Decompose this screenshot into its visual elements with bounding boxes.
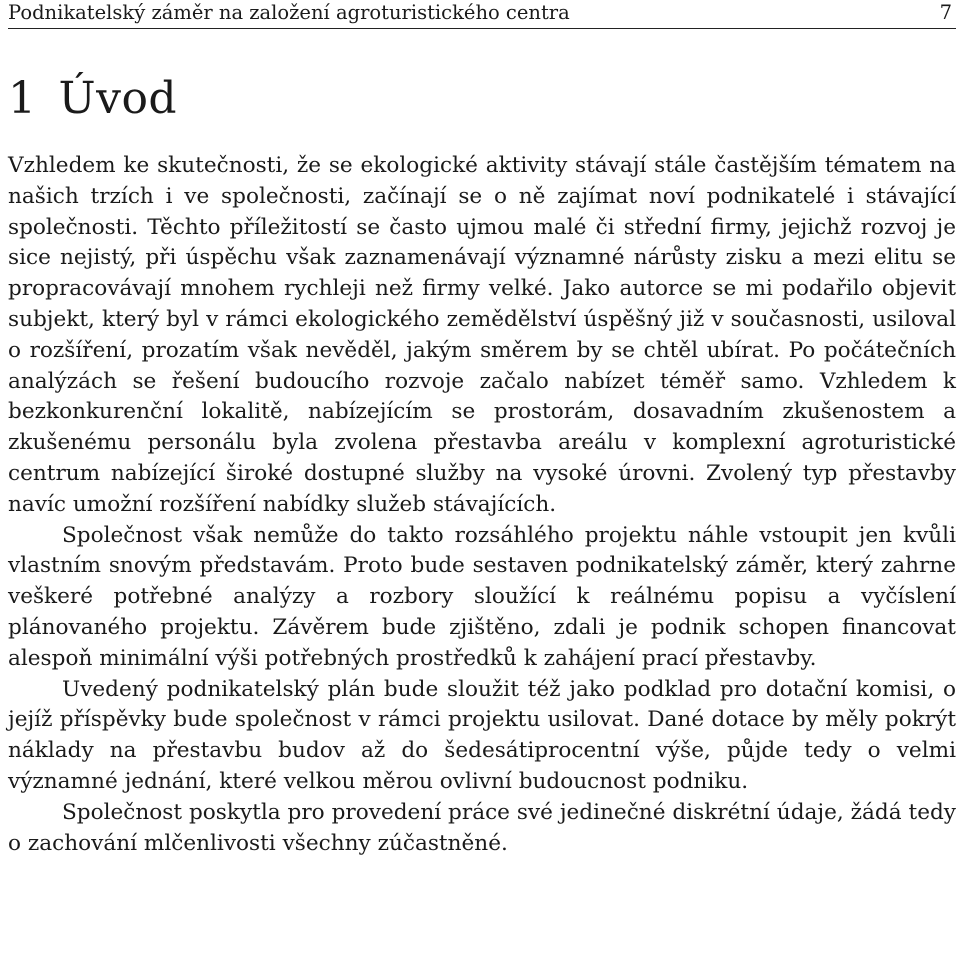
chapter-title: Úvod	[58, 73, 178, 124]
body-text	[8, 151, 956, 859]
page-number: 7	[939, 1, 952, 24]
paragraph: Společnost však nemůže do takto rozsáhlého projektu náhle vstoupit jen kvůli vlastním snovým představám. Proto bude sestaven podnikatelský záměr, který zahrne veškeré potřebné analýzy a rozbory sloužící k reálnému popisu a vyčíslení plánovaného projektu. Závěrem bude zjištěno, zdali je podnik schopen financovat alespoň minimální výši potřebných prostředků k zahájení prací přestavby.	[8, 522, 956, 671]
document-page	[8, 0, 956, 859]
chapter-heading	[8, 73, 956, 125]
running-title: Podnikatelský záměr na založení agroturistického centra	[8, 1, 570, 24]
paragraph: Společnost poskytla pro provedení práce své jedinečné diskrétní údaje, žádá tedy o zachování mlčenlivosti všechny zúčastněné.	[8, 799, 956, 856]
running-header	[8, 0, 956, 29]
paragraph: Vzhledem ke skutečnosti, že se ekologické aktivity stávají stále častějším tématem na našich trzích i ve společnosti, začínají se o ně zajímat noví podnikatelé i stávající společnosti. Těchto příležitostí se často ujmou malé či střední firmy, jejichž rozvoj je sice nejistý, při úspěchu však zaznamenávají významné nárůsty zisku a mezi elitu se propracovávají mnohem rychleji než firmy velké. Jako autorce se mi podařilo objevit subjekt, který byl v rámci ekologického zemědělství úspěšný již v současnosti, usiloval o rozšíření, prozatím však nevěděl, jakým směrem by se chtěl ubírat. Po počátečních analýzách se řešení budoucího rozvoje začalo nabízet téměř samo. Vzhledem k bezkonkurenční lokalitě, nabízejícím se prostorám, dosavadním zkušenostem a zkušenému personálu byla zvolena přestavba areálu v komplexní agroturistické centrum nabízející široké dostupné služby na vysoké úrovni. Zvolený typ přestavby navíc umožní rozšíření nabídky služeb stávajících.	[8, 153, 956, 517]
chapter-number: 1	[8, 73, 37, 124]
paragraph: Uvedený podnikatelský plán bude sloužit též jako podklad pro dotační komisi, o jejíž příspěvky bude společnost v rámci projektu usilovat. Dané dotace by měly pokrýt náklady na přestavbu budov až do šedesátiprocentní výše, půjde tedy o velmi významné jednání, které velkou měrou ovlivní budoucnost podniku.	[8, 676, 956, 794]
